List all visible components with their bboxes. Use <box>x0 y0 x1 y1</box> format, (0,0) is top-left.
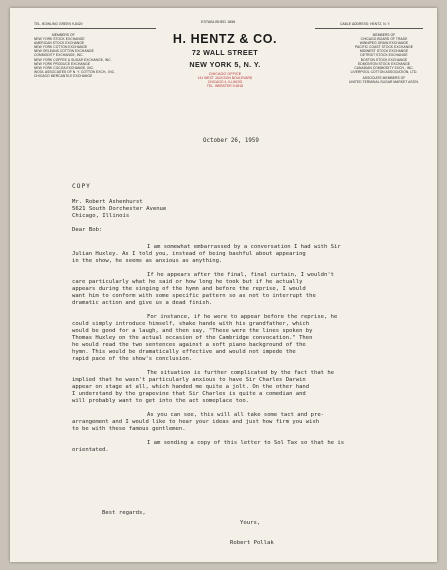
paragraph-line: For instance, if he were to appear before the reprise, he <box>147 314 338 320</box>
recipient-line: Mr. Robert Ashenhurst <box>72 199 143 205</box>
paragraph <box>72 244 417 265</box>
paragraph-line: rapid pace of the show's conclusion. <box>72 356 193 362</box>
chicago-office-title: CHICAGO OFFICE <box>208 72 242 76</box>
left-members-title: MEMBERS OF <box>52 33 75 37</box>
paragraph-line: could simply introduce himself, shake hands with his grandfather, which <box>72 321 310 327</box>
paragraph-line: appears during the singing of the hymn and before the reprise, I would <box>72 286 306 292</box>
paragraph <box>72 272 417 307</box>
header-rule-right <box>315 28 423 29</box>
paragraph <box>72 314 417 363</box>
paragraph <box>72 440 417 454</box>
chicago-office-line: TEL. WEBSTER 9-6918 <box>206 84 244 89</box>
regards: Best regards, <box>102 510 146 516</box>
cable-address: CABLE ADDRESS: HENTZ, N. Y. <box>340 22 391 26</box>
member-exchange: CHICAGO MERCANTILE EXCHANGE <box>34 73 93 78</box>
member-exchange: NEW ORLEANS COTTON EXCHANGE <box>34 49 94 54</box>
left-members <box>34 37 154 78</box>
paragraph-line: want him to conform with some specific pattern so as not to interrupt the <box>72 293 316 299</box>
paragraph-line: orientated. <box>72 447 109 453</box>
recipient-line: Chicago, Illinois <box>72 213 130 219</box>
chicago-office-address <box>165 76 285 88</box>
member-exchange: DETROIT STOCK EXCHANGE <box>360 53 408 58</box>
closing: Yours, <box>240 520 261 526</box>
paragraph-line: The situation is further complicated by the fact that he <box>147 370 335 376</box>
recipient-line: 5621 South Dorchester Avenue <box>72 206 167 212</box>
letter-body <box>72 244 417 461</box>
city-address: NEW YORK 5, N. Y. <box>189 60 261 69</box>
right-members-list <box>344 33 424 84</box>
paragraph-line: As you can see, this will all take some tact and pre- <box>147 412 324 418</box>
paragraph-line: I am somewhat embarrassed by a conversation I had with Sir <box>147 244 341 250</box>
member-exchange: WOOL ASSOCIATES OF N. Y. COTTON EXCH., INC. <box>34 69 116 74</box>
signature-name: Robert Pollak <box>230 540 274 546</box>
member-exchange: NEW YORK PRODUCE EXCHANGE <box>34 61 90 66</box>
street-address: 72 WALL STREET <box>191 48 259 57</box>
member-exchange: AMERICAN STOCK EXCHANGE <box>34 41 85 46</box>
member-exchange: WINNIPEG GRAIN EXCHANGE <box>359 41 409 46</box>
established-date: ESTABLISHED 1856 <box>201 20 236 24</box>
left-members-list <box>34 33 154 78</box>
paragraph-line: will probably want to get into the act someplace too. <box>72 398 249 404</box>
paragraph-line: hymn. This would be dramatically effective and would not impede the <box>72 349 296 355</box>
paragraph <box>72 412 417 433</box>
letter-page <box>10 8 437 562</box>
firm-name: H. HENTZ & CO. <box>172 32 278 46</box>
paragraph-line: care particularly what he said or how long he took but if he actually <box>72 279 303 285</box>
paragraph-line: he would read the two sentences against a soft piano background of the <box>72 342 306 348</box>
right-members <box>344 37 424 74</box>
paragraph-line: I understand by the grapevine that Sir Charles is quite a comedian and <box>72 391 306 397</box>
paragraph-line: dramatic action and give us a dead finish. <box>72 300 213 306</box>
paragraph-line: I am sending a copy of this letter to Sol Tax so that he is <box>147 440 345 446</box>
member-exchange: EDMONTON STOCK EXCHANGE <box>358 61 410 66</box>
right-members-title: MEMBERS OF <box>372 33 396 37</box>
member-exchange: NEW YORK COCOA EXCHANGE, INC. <box>34 65 95 70</box>
paragraph-line: arrangement and I would like to hear your ideas and just how firm you wish <box>72 419 320 425</box>
associate-exchange: UNITED TERMINAL SUGAR MARKET ASS'N. <box>349 80 419 85</box>
member-exchange: COMMODITY EXCHANGE, INC. <box>34 53 84 58</box>
firm-block <box>165 32 285 88</box>
telephone-number: TEL. BOWLING GREEN 9-8420 <box>34 22 83 26</box>
member-exchange: CANADIAN COMMODITY EXCH., INC. <box>354 65 414 70</box>
member-exchange: LIVERPOOL COTTON ASSOCIATION, LTD. <box>350 69 418 74</box>
letter-date: October 26, 1959 <box>203 138 259 144</box>
member-exchange: BOSTON STOCK EXCHANGE <box>360 57 408 62</box>
salutation: Dear Bob: <box>72 227 103 233</box>
chicago-office-line: CHICAGO 4, ILLINOIS <box>207 80 243 85</box>
recipient-address <box>72 199 166 220</box>
paragraph-line: to be with these famous gentlemen. <box>72 426 186 432</box>
member-exchange: CHICAGO BOARD OF TRADE <box>360 37 408 42</box>
header-rule-left <box>34 28 156 29</box>
paragraph-line: appear on stage at all, which handed me quite a jolt. On the other hand <box>72 384 310 390</box>
member-exchange: NEW YORK COFFEE & SUGAR EXCHANGE, INC. <box>34 57 112 62</box>
chicago-office-line: 141 WEST JACKSON BOULEVARD <box>197 76 253 81</box>
member-exchange: MIDWEST STOCK EXCHANGE <box>359 49 409 54</box>
paragraph-line: in the show, he seems as anxious as anything. <box>72 258 223 264</box>
paragraph <box>72 370 417 405</box>
associate-members <box>344 80 424 84</box>
member-exchange: NEW YORK COTTON EXCHANGE <box>34 45 88 50</box>
paragraph-line: implied that he wasn't particularly anxious to have Sir Charles Darwin <box>72 377 306 383</box>
member-exchange: PACIFIC COAST STOCK EXCHANGE <box>354 45 413 50</box>
paragraph-line: Julian Huxley. As I told you, instead of being bashful about appearing <box>72 251 306 257</box>
copy-label: COPY <box>72 183 91 190</box>
associate-members-title: ASSOCIATE MEMBERS OF <box>362 75 406 80</box>
paragraph-line: would be good for a laugh, and then say, "These were the lines spoken by <box>72 328 313 334</box>
paragraph-line: Thomas Huxley on the actual occasion of the Cambridge convocation." Then <box>72 335 313 341</box>
paragraph-line: If he appears after the final, final curtain, I wouldn't <box>147 272 335 278</box>
member-exchange: NEW YORK STOCK EXCHANGE <box>34 37 85 42</box>
